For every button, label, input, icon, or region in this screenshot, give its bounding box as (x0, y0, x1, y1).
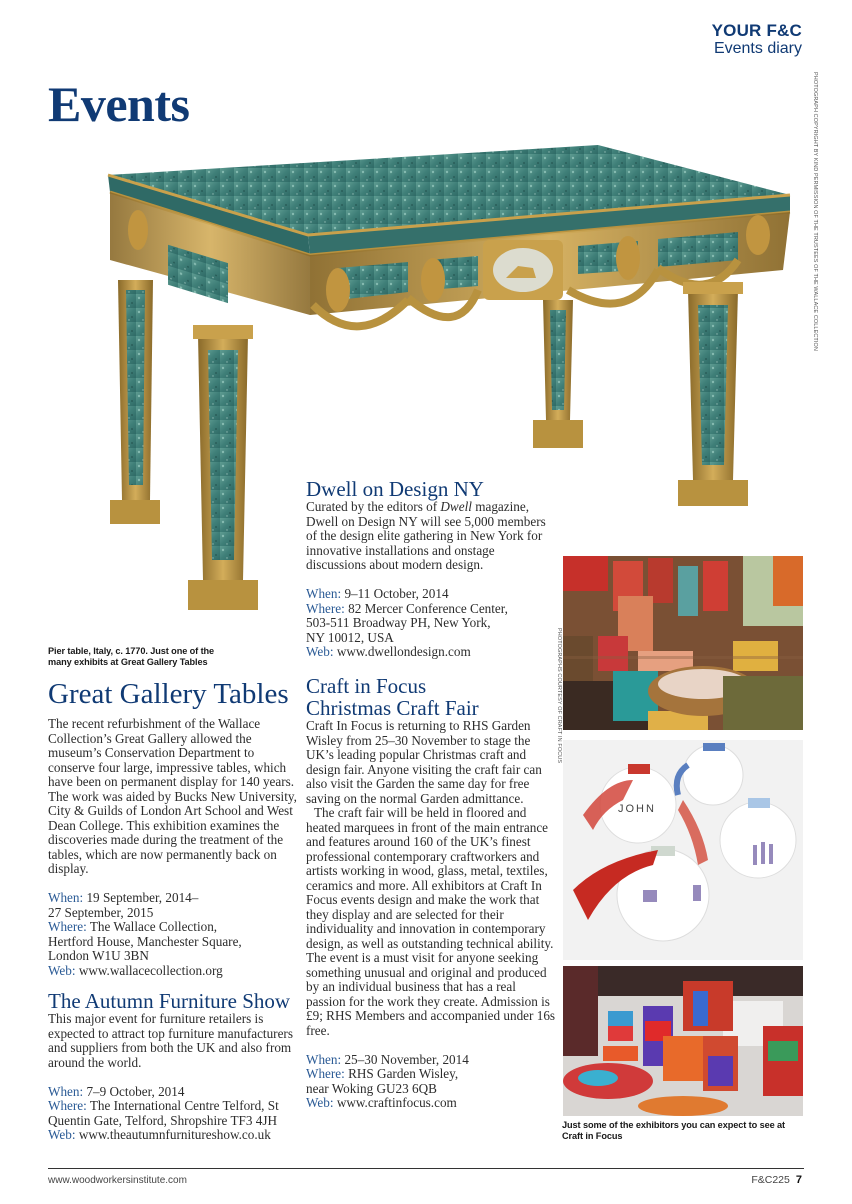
event-web-link[interactable]: www.wallacecollection.org (75, 962, 223, 978)
svg-text:JOHN: JOHN (618, 803, 656, 815)
event-description: Curated by the editors of Dwell magazine, Dwell on Design NY will see 5,000 members of the design elite gathering in New York for innovative installations and onstage discussions about modern design. (306, 499, 546, 572)
footer-website-link[interactable]: www.woodworkersinstitute.com (48, 1175, 187, 1186)
header-section-name: Events diary (713, 40, 802, 57)
event-title: Great Gallery Tables (48, 678, 289, 710)
event-when: When: 19 September, 2014– (48, 890, 199, 905)
event-web: Web: www.dwellondesign.com (306, 644, 471, 659)
issue-number: F&C225 (751, 1174, 790, 1186)
page-number: 7 (795, 1174, 802, 1186)
event-description: This major event for furniture retailers is expected to attract top furniture manufacturers and suppliers from both the UK and also from around the world. (48, 1011, 293, 1070)
event-when: When: 7–9 October, 2014 (48, 1083, 185, 1099)
event-web-link[interactable]: www.dwellondesign.com (333, 644, 471, 659)
photo-credit-craft: PHOTOGRAPHS COURTESY OF CRAFT IN FOCUS (556, 628, 562, 764)
event-details: When: 7–9 October, 2014 Where: The International Centre Telford, St Quentin Gate, Telford, Shropshire TF3 4JH Web: www.theautumnfurnitureshow.co.uk (48, 1085, 298, 1143)
event-web: Web: www.craftinfocus.com (306, 1095, 457, 1110)
event-where: Where: RHS Garden Wisley, (306, 1066, 459, 1081)
event-details: When: 25–30 November, 2014 Where: RHS Garden Wisley, near Woking GU23 6QB Web: www.craftinfocus.com (306, 1053, 556, 1111)
event-great-gallery-tables (48, 678, 298, 978)
photo-credit-table: PHOTOGRAPH COPYRIGHT BY KIND PERMISSION OF THE TRUSTEES OF THE WALLACE COLLECTION (812, 72, 818, 351)
event-description-continued: The craft fair will be held in floored and heated marquees in front of the main entrance and features around 160 of the UK’s finest professional contemporary craftworkers and artists working in wood, glass, metal, textiles, ceramics and more. All exhibitors at Craft In Focus events design and make the work that they display and are selected for their individuality and innovation in contemporary design, as well as outstanding technical ability. The event is a must visit for anyone seeking something unusual and original and produced by an individual business that has a real passion for the work they create. Admission is £9; RHS Members and accompanied under 16s free. (306, 805, 556, 1038)
event-web-link[interactable]: www.craftinfocus.com (333, 1095, 457, 1110)
event-description: Craft In Focus is returning to RHS Garden Wisley from 25–30 November to stage the UK’s leading popular Christmas craft and design fair. Anyone visiting the craft fair can also visit the Garden the same day for free saving on the normal Garden admittance. (306, 718, 542, 806)
event-details: When: 19 September, 2014– 27 September, 2015 Where: The Wallace Collection, Hertford House, Manchester Square, London W1U 3BN Web: www.wallacecollection.org (48, 891, 298, 978)
event-where: Where: The International Centre Telford, St (48, 1098, 279, 1113)
event-dwell-on-design (306, 478, 556, 660)
event-where: Where: The Wallace Collection, (48, 919, 218, 934)
footer-divider (48, 1168, 804, 1169)
event-web: Web: www.theautumnfurnitureshow.co.uk (48, 1127, 271, 1142)
event-where: Where: 82 Mercer Conference Center, (306, 600, 508, 616)
christmas-baubles-photo (563, 740, 803, 960)
caption-craft-photos: Just some of the exhibitors you can expect to see at Craft in Focus (562, 1120, 786, 1141)
event-autumn-furniture-show (48, 990, 298, 1143)
handbags-stall-photo (563, 556, 803, 730)
wooden-puzzles-photo (563, 966, 803, 1116)
event-web-link[interactable]: www.theautumnfurnitureshow.co.uk (75, 1127, 271, 1142)
event-when: When: 25–30 November, 2014 (306, 1051, 469, 1067)
header-kicker: YOUR F&C (711, 21, 802, 40)
event-when: When: 9–11 October, 2014 (306, 586, 449, 601)
footer-page-info (751, 1174, 802, 1186)
event-craft-in-focus (306, 675, 556, 1111)
event-description: The recent refurbishment of the Wallace Collection’s Great Gallery allowed the museum’s Conservation Department to conserve four large, impressive tables, which have been on permanent display for 140 years. The work was aided by Bucks New University, City & Guilds of London Art School and West Dean College. This exhibition examines the discoveries made during the treatment of the tables, which are now permanently back on display. (48, 716, 297, 876)
event-web: Web: www.wallacecollection.org (48, 962, 223, 978)
event-title: Craft in Focus Christmas Craft Fair (306, 674, 479, 720)
section-header (712, 22, 802, 58)
event-title: Dwell on Design NY (306, 477, 484, 501)
page-title: Events (48, 76, 190, 132)
event-details: When: 9–11 October, 2014 Where: 82 Mercer Conference Center, 503-511 Broadway PH, New York, NY 10012, USA Web: www.dwellondesign.com (306, 587, 556, 660)
event-title: The Autumn Furniture Show (48, 989, 291, 1013)
caption-pier-table: Pier table, Italy, c. 1770. Just one of the many exhibits at Great Gallery Tables (48, 646, 215, 667)
